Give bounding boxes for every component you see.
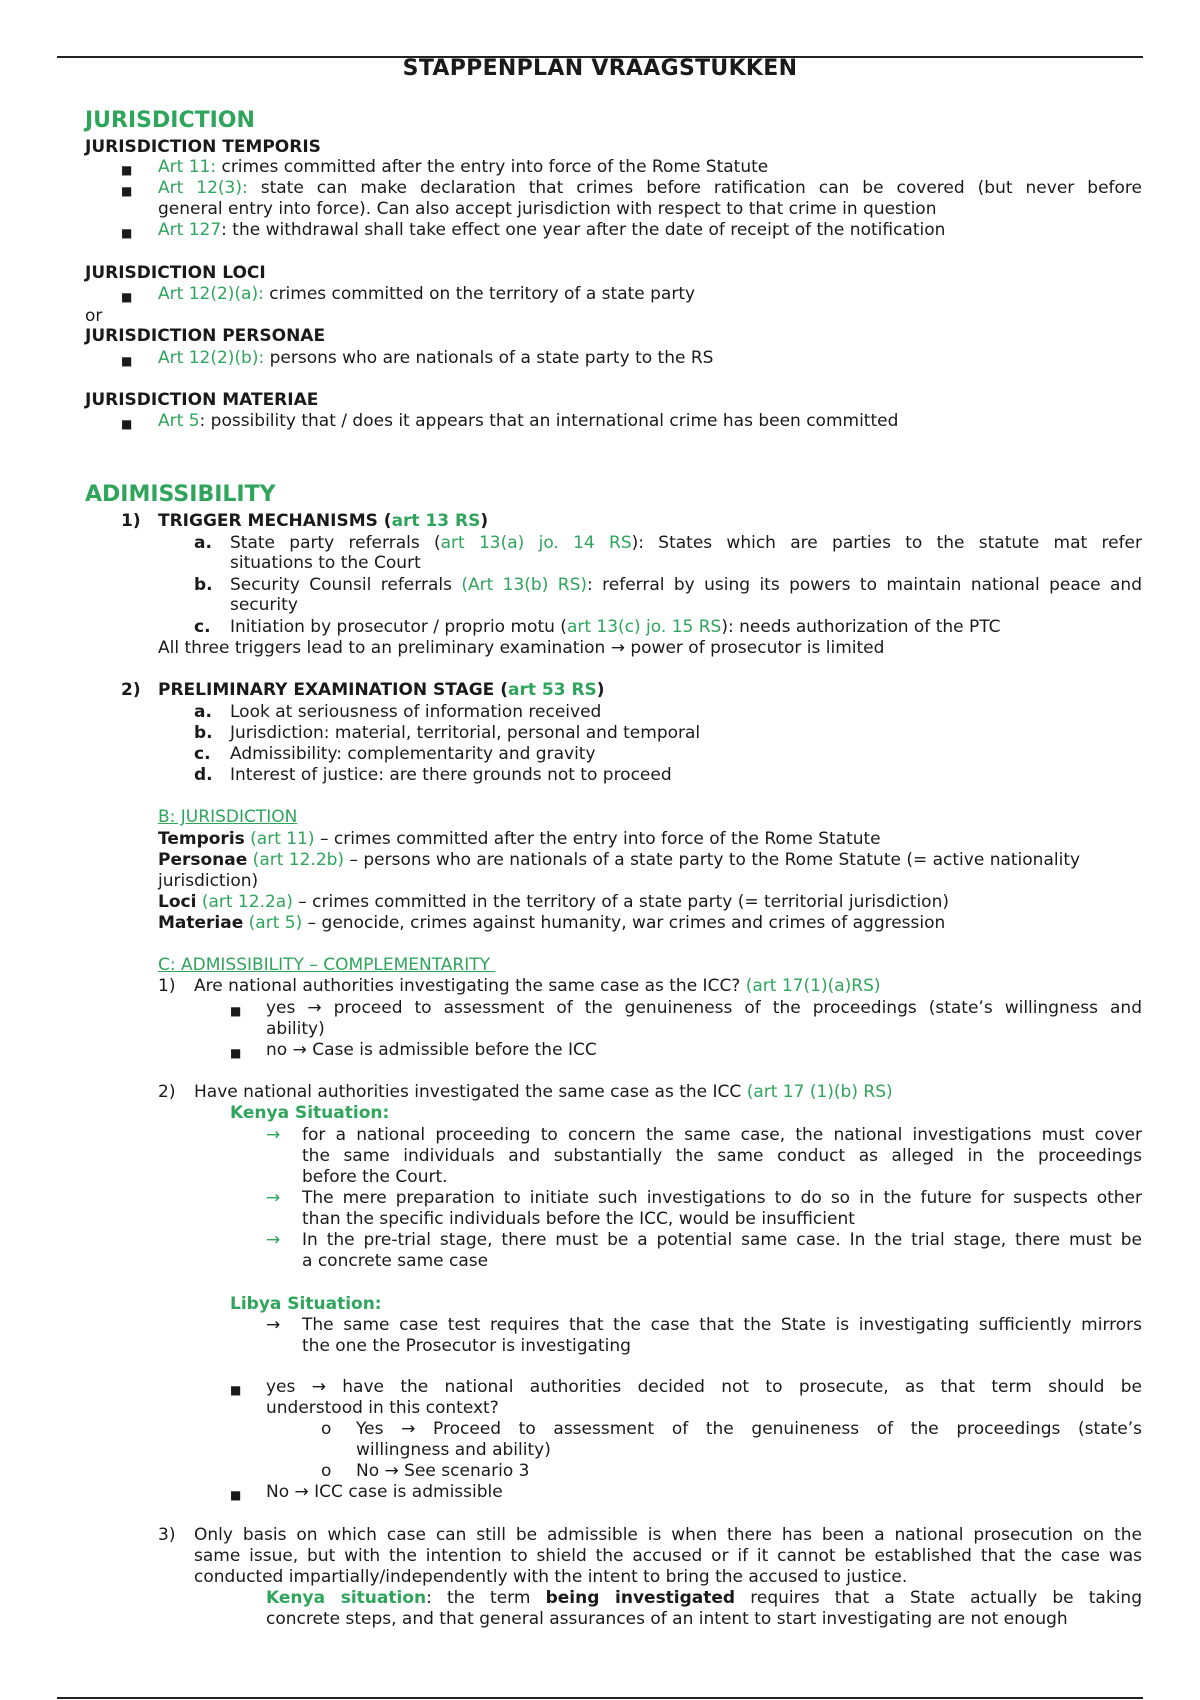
c-admissibility-heading: C: ADMISSIBILITY – COMPLEMENTARITY [158, 955, 496, 975]
temporis-title: JURISDICTION TEMPORIS [85, 137, 321, 157]
list-item: No → See scenario 3 [356, 1461, 530, 1481]
list-item-cont: situations to the Court [230, 553, 421, 573]
list-item-cont: understood in this context? [266, 1398, 499, 1418]
list-item: Art 11: crimes committed after the entry into force of the Rome Statute [158, 157, 769, 177]
list-item: for a national proceeding to concern the same case, the national investigations must cover [302, 1125, 1142, 1145]
list-item-cont: ability) [266, 1019, 325, 1039]
list-item: Admissibility: complementarity and gravity [230, 744, 596, 764]
list-item-cont: general entry into force). Can also accept jurisdiction with respect to that crime in question [158, 199, 937, 219]
arrow-icon: → [266, 1315, 281, 1335]
bullet-icon: ■ [121, 417, 133, 431]
bottom-rule [57, 1697, 1143, 1699]
q2-number: 2) [158, 1082, 176, 1102]
list-item: The same case test requires that the case that the State is investigating sufficiently mirrors [302, 1315, 1142, 1335]
or-connector: or [85, 306, 103, 326]
bullet-icon: ■ [230, 1046, 242, 1060]
sub-bullet-icon: o [321, 1461, 332, 1481]
arrow-icon: → [266, 1230, 281, 1250]
arrow-icon: → [266, 1188, 281, 1208]
prelim-title: PRELIMINARY EXAMINATION STAGE (art 53 RS) [158, 680, 605, 700]
q1-number: 1) [158, 976, 176, 996]
loci-title: JURISDICTION LOCI [85, 263, 266, 283]
jurisdiction-row-cont: jurisdiction) [158, 871, 259, 891]
list-item: Security Counsil referrals (Art 13(b) RS): referral by using its powers to maintain national peace and [230, 575, 1142, 595]
list-item: Initiation by prosecutor / proprio motu (art 13(c) jo. 15 RS): needs authorization of the PTC [230, 617, 1001, 637]
admissibility-heading: ADIMISSIBILITY [85, 482, 276, 507]
list-item-cont: before the Court. [302, 1167, 448, 1187]
list-letter: a. [194, 533, 212, 553]
bullet-icon: ■ [121, 290, 133, 304]
bullet-icon: ■ [121, 184, 133, 198]
b-jurisdiction-heading: B: JURISDICTION [158, 807, 298, 827]
q3-text-cont: conducted impartially/independently with the intent to bring the accused to justice. [194, 1567, 908, 1587]
bullet-icon: ■ [230, 1488, 242, 1502]
q2-text: Have national authorities investigated the same case as the ICC (art 17 (1)(b) RS) [194, 1082, 893, 1102]
list-item-cont: the one the Prosecutor is investigating [302, 1336, 631, 1356]
q3-number: 3) [158, 1525, 176, 1545]
q1-text: Are national authorities investigating the same case as the ICC? (art 17(1)(a)RS) [194, 976, 881, 996]
list-item-cont: the same individuals and substantially the same conduct as alleged in the proceedings [302, 1146, 1142, 1166]
list-item: yes → have the national authorities decided not to prosecute, as that term should be [266, 1377, 1142, 1397]
kenya-note-cont: concrete steps, and that general assurances of an intent to start investigating are not enough [266, 1609, 1068, 1629]
jurisdiction-row: Loci (art 12.2a) – crimes committed in the territory of a state party (= territorial jurisdiction) [158, 892, 949, 912]
list-item: Look at seriousness of information received [230, 702, 602, 722]
list-item: Jurisdiction: material, territorial, personal and temporal [230, 723, 701, 743]
personae-title: JURISDICTION PERSONAE [85, 326, 326, 346]
materiae-title: JURISDICTION MATERIAE [85, 390, 319, 410]
trigger-number: 1) [121, 511, 141, 531]
list-letter: b. [194, 575, 213, 595]
list-item: no → Case is admissible before the ICC [266, 1040, 597, 1060]
q3-text: Only basis on which case can still be admissible is when there has been a national prosecution on the [194, 1525, 1142, 1545]
trigger-title: TRIGGER MECHANISMS (art 13 RS) [158, 511, 489, 531]
list-item-cont: willingness and ability) [356, 1440, 551, 1460]
jurisdiction-heading: JURISDICTION [85, 108, 255, 133]
jurisdiction-row: Personae (art 12.2b) – persons who are nationals of a state party to the Rome Statute (= active nationality [158, 850, 1081, 870]
sub-bullet-icon: o [321, 1419, 332, 1439]
list-letter: d. [194, 765, 213, 785]
list-item: Yes → Proceed to assessment of the genuineness of the proceedings (state’s [356, 1419, 1142, 1439]
list-item: Interest of justice: are there grounds not to proceed [230, 765, 672, 785]
page-title: STAPPENPLAN VRAAGSTUKKEN [402, 56, 798, 81]
q3-text-cont: same issue, but with the intention to shield the accused or if it cannot be established that the case was [194, 1546, 1142, 1566]
prelim-number: 2) [121, 680, 141, 700]
bullet-icon: ■ [121, 354, 133, 368]
bullet-icon: ■ [230, 1004, 242, 1018]
list-item: Art 5: possibility that / does it appears that an international crime has been committed [158, 411, 899, 431]
jurisdiction-row: Temporis (art 11) – crimes committed after the entry into force of the Rome Statute [158, 829, 881, 849]
list-letter: b. [194, 723, 213, 743]
jurisdiction-row: Materiae (art 5) – genocide, crimes against humanity, war crimes and crimes of aggression [158, 913, 946, 933]
kenya-note: Kenya situation: the term being investigated requires that a State actually be taking [266, 1588, 1142, 1608]
list-letter: a. [194, 702, 212, 722]
list-item: State party referrals (art 13(a) jo. 14 RS): States which are parties to the statute mat refer [230, 533, 1142, 553]
list-letter: c. [194, 744, 211, 764]
list-letter: c. [194, 617, 211, 637]
list-item: yes → proceed to assessment of the genuineness of the proceedings (state’s willingness and [266, 998, 1142, 1018]
arrow-icon: → [266, 1125, 281, 1145]
libya-situation-title: Libya Situation: [230, 1294, 382, 1314]
bullet-icon: ■ [230, 1383, 242, 1397]
bullet-icon: ■ [121, 163, 133, 177]
kenya-situation-title: Kenya Situation: [230, 1103, 390, 1123]
list-item-cont: a concrete same case [302, 1251, 489, 1271]
list-item: Art 12(3): state can make declaration that crimes before ratification can be covered (but never before [158, 178, 1142, 198]
list-item: Art 127: the withdrawal shall take effect one year after the date of receipt of the notification [158, 220, 946, 240]
list-item: The mere preparation to initiate such investigations to do so in the future for suspects other [302, 1188, 1142, 1208]
list-item-cont: security [230, 595, 298, 615]
list-item: Art 12(2)(b): persons who are nationals of a state party to the RS [158, 348, 714, 368]
list-item-cont: than the specific individuals before the ICC, would be insufficient [302, 1209, 855, 1229]
bullet-icon: ■ [121, 226, 133, 240]
list-item: Art 12(2)(a): crimes committed on the territory of a state party [158, 284, 696, 304]
list-item: In the pre-trial stage, there must be a potential same case. In the trial stage, there must be [302, 1230, 1142, 1250]
list-item: No → ICC case is admissible [266, 1482, 503, 1502]
trigger-note: All three triggers lead to an preliminary examination → power of prosecutor is limited [158, 638, 885, 658]
